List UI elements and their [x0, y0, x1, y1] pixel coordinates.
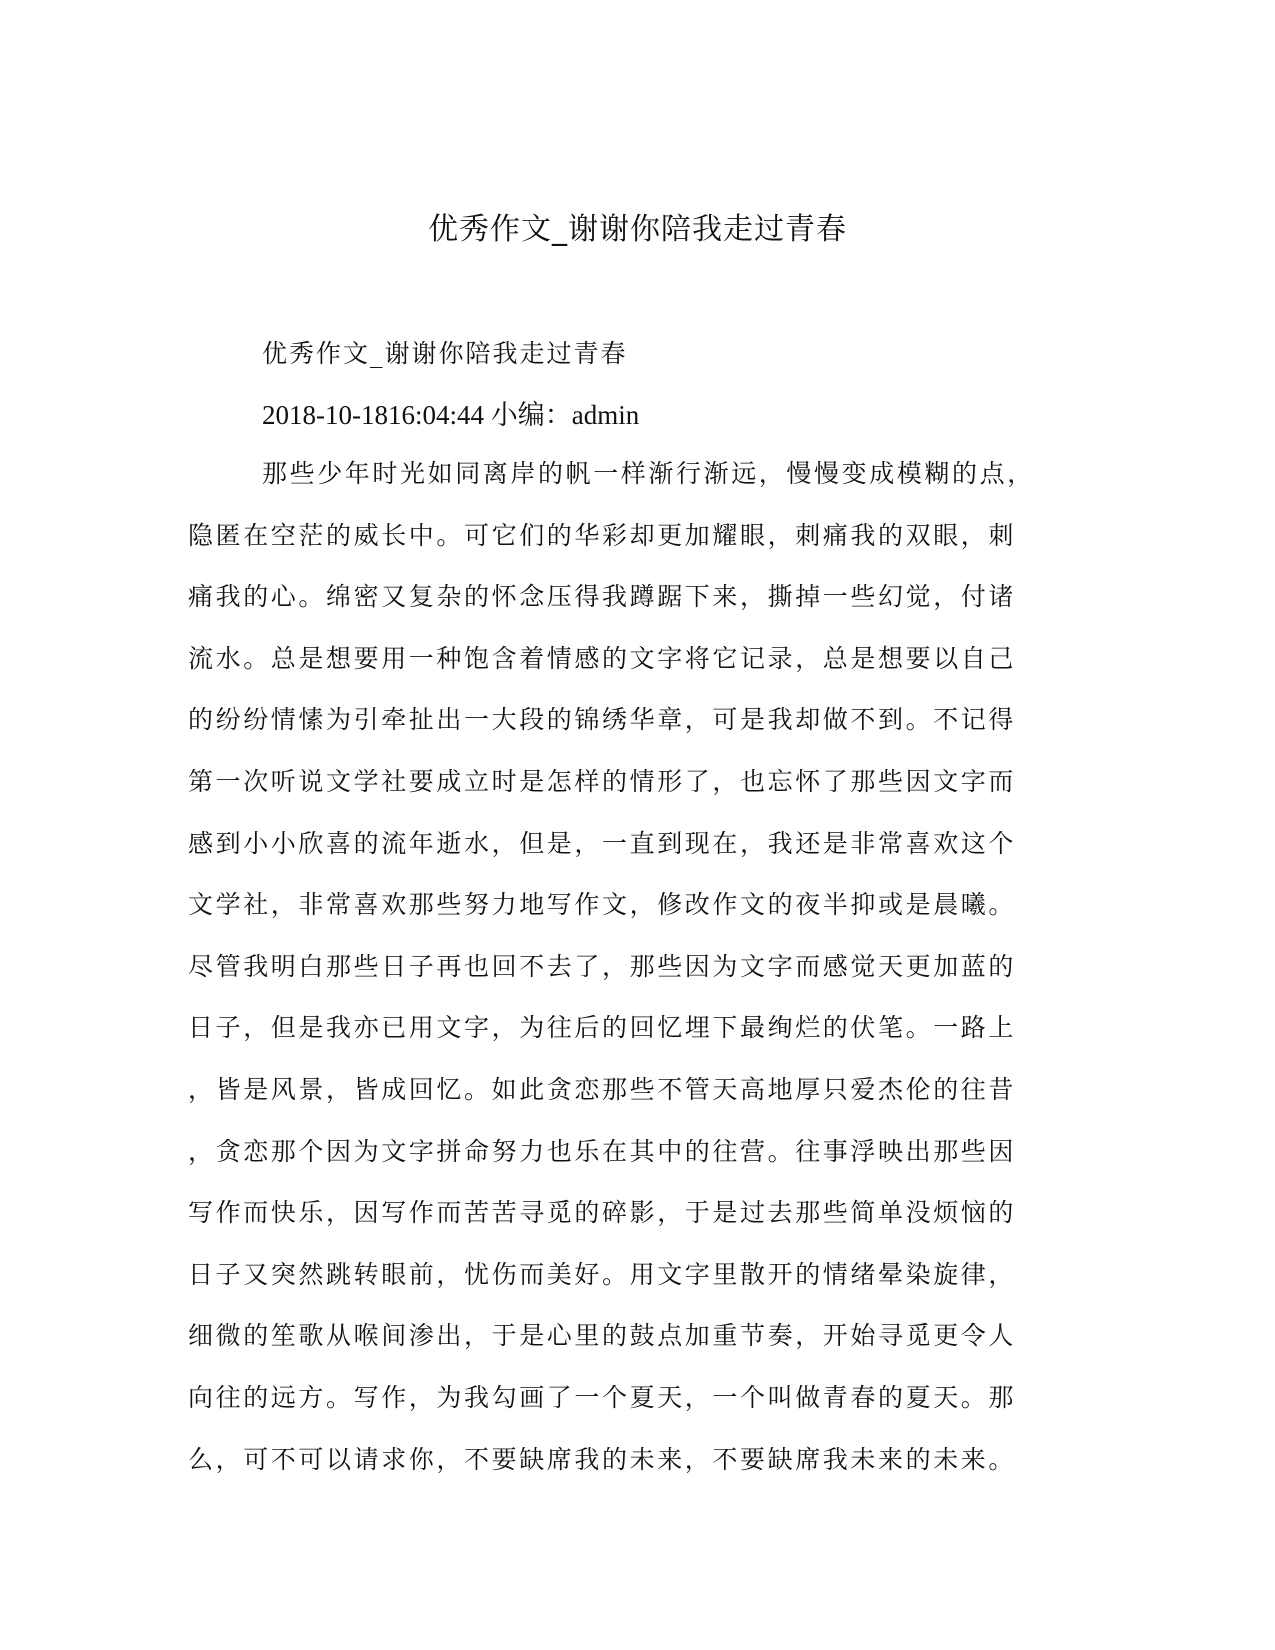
- body-line: 尽管我明白那些日子再也回不去了，那些因为文字而感觉天更加蓝的: [188, 951, 1017, 981]
- body-line: 那些少年时光如同离岸的帆一样渐行渐远，慢慢变成模糊的点，: [262, 459, 1035, 488]
- body-line: ，贪恋那个因为文字拼命努力也乐在其中的往营。往事浮映出那些因: [188, 1136, 1017, 1166]
- body-line: 痛我的心。绵密又复杂的怀念压得我蹲踞下来，撕掉一些幻觉，付诸: [188, 582, 1017, 612]
- body-line: 细微的笙歌从喉间渗出，于是心里的鼓点加重节奏，开始寻觅更令人: [188, 1321, 1017, 1351]
- body-line: 隐匿在空茫的威长中。可它们的华彩却更加耀眼，刺痛我的双眼，刺: [188, 520, 1017, 550]
- body-line: 感到小小欣喜的流年逝水，但是，一直到现在，我还是非常喜欢这个: [188, 828, 1017, 858]
- body-line: 流水。总是想要用一种饱含着情感的文字将它记录，总是想要以自己: [188, 643, 1017, 673]
- body-line: ，皆是风景，皆成回忆。如此贪恋那些不管天高地厚只爱杰伦的往昔: [188, 1074, 1017, 1104]
- body-line: 写作而快乐，因写作而苦苦寻觅的碎影，于是过去那些简单没烦恼的: [188, 1198, 1017, 1228]
- body-line: 么，可不可以请求你，不要缺席我的未来，不要缺席我未来的未来。: [188, 1444, 1017, 1474]
- body-line: 第一次听说文学社要成立时是怎样的情形了，也忘怀了那些因文字而: [188, 766, 1017, 796]
- body-line: 日子，但是我亦已用文字，为往后的回忆埋下最绚烂的伏笔。一路上: [188, 1013, 1017, 1043]
- article-subtitle: 优秀作文_谢谢你陪我走过青春: [262, 339, 628, 368]
- document-title: 优秀作文_谢谢你陪我走过青春: [428, 212, 847, 247]
- body-line: 向往的远方。写作，为我勾画了一个夏天，一个叫做青春的夏天。那: [188, 1382, 1017, 1412]
- article-body: [188, 454, 1068, 1501]
- article-meta: 2018-10-1816:04:44 小编：admin: [262, 400, 640, 430]
- body-line: 的纷纷情愫为引牵扯出一大段的锦绣华章，可是我却做不到。不记得: [188, 705, 1017, 735]
- body-line: 文学社，非常喜欢那些努力地写作文，修改作文的夜半抑或是晨曦。: [188, 890, 1017, 920]
- body-line: 日子又突然跳转眼前，忧伤而美好。用文字里散开的情绪晕染旋律，: [188, 1259, 1017, 1289]
